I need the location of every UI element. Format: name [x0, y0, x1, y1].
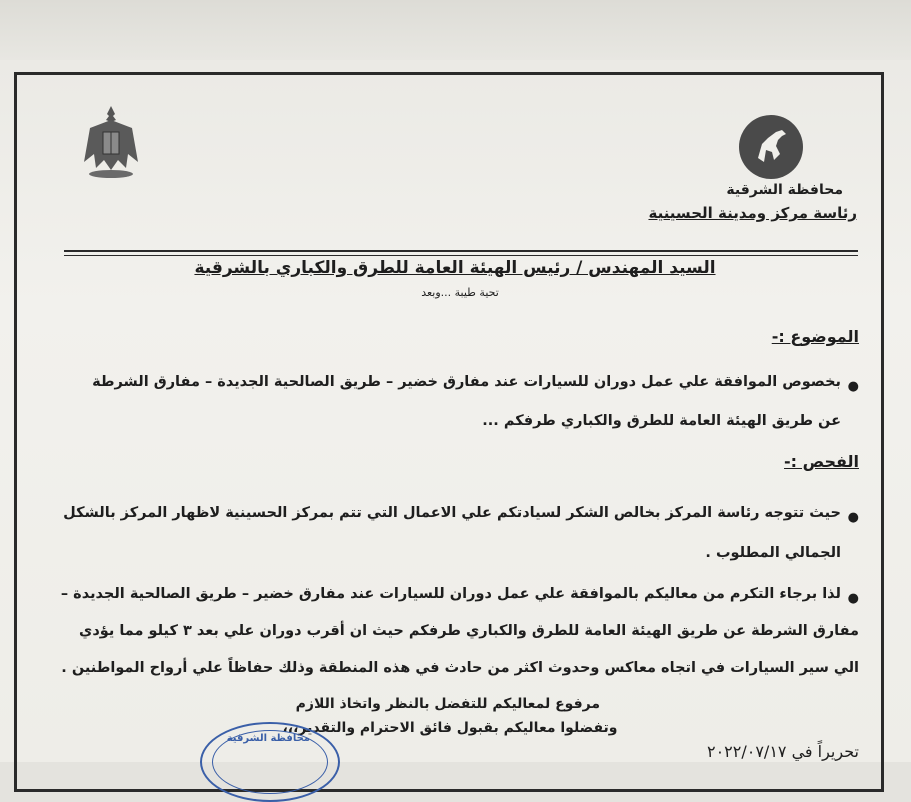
closing-line-2: وتفضلوا معاليكم بقبول فائق الاحترام والتقدير،،، — [282, 720, 618, 736]
subject-heading: الموضوع :- — [771, 327, 859, 346]
bullet-icon: ● — [847, 510, 859, 525]
examination-item1-line2: الجمالي المطلوب . — [705, 545, 841, 561]
examination-item2-line1: لذا برجاء التكرم من معاليكم بالموافقة علي عمل دوران للسيارات عند مفارق خضير – طريق الصالحية الجديدة – — [60, 586, 841, 602]
bullet-icon: ● — [847, 591, 859, 606]
subject-line-1: بخصوص الموافقة علي عمل دوران للسيارات عند مفارق خضير – طريق الصالحية الجديدة – مفارق الشرطة — [92, 374, 841, 390]
page-top-margin — [0, 0, 911, 60]
examination-item1-line1: حيث تتوجه رئاسة المركز بخالص الشكر لسيادتكم علي الاعمال التي تتم بمركز الحسينية لاظهار المركز بالشكل — [63, 505, 841, 521]
document-date: تحريراً في ٢٠٢٢/٠٧/١٧ — [706, 742, 859, 761]
closing-line-1: مرفوع لمعاليكم للتفضل بالنظر واتخاذ اللازم — [295, 696, 600, 712]
header-divider-thin — [64, 255, 858, 256]
subject-line-2: عن طريق الهيئة العامة للطرق والكباري طرفكم ... — [482, 413, 841, 429]
governorate-name: محافظة الشرقية — [726, 182, 843, 198]
addressee-line: السيد المهندس / رئيس الهيئة العامة للطرق والكباري بالشرقية — [194, 258, 716, 278]
egypt-eagle-emblem-icon — [80, 102, 142, 180]
header-divider — [64, 250, 858, 252]
examination-item2-line2: مفارق الشرطة عن طريق الهيئة العامة للطرق والكباري طرفكم حيث ان أقرب دوران علي بعد ٣ كيلو مما يؤدي — [79, 623, 859, 639]
sharqia-horse-logo-icon — [738, 114, 804, 180]
bullet-icon: ● — [847, 379, 859, 394]
examination-item2-line3: الي سير السيارات في اتجاه معاكس وحدوث اكثر من حادث في هذه المنطقة وذلك حفاظاً علي أرواح المواطنين . — [61, 660, 859, 676]
document-border — [14, 72, 884, 792]
examination-heading: الفحص :- — [784, 452, 859, 471]
stamp-text: محافظة الشرقية — [226, 733, 310, 744]
greeting-line: تحية طيبة ...وبعد — [421, 286, 499, 299]
city-council-name: رئاسة مركز ومدينة الحسينية — [648, 204, 857, 222]
